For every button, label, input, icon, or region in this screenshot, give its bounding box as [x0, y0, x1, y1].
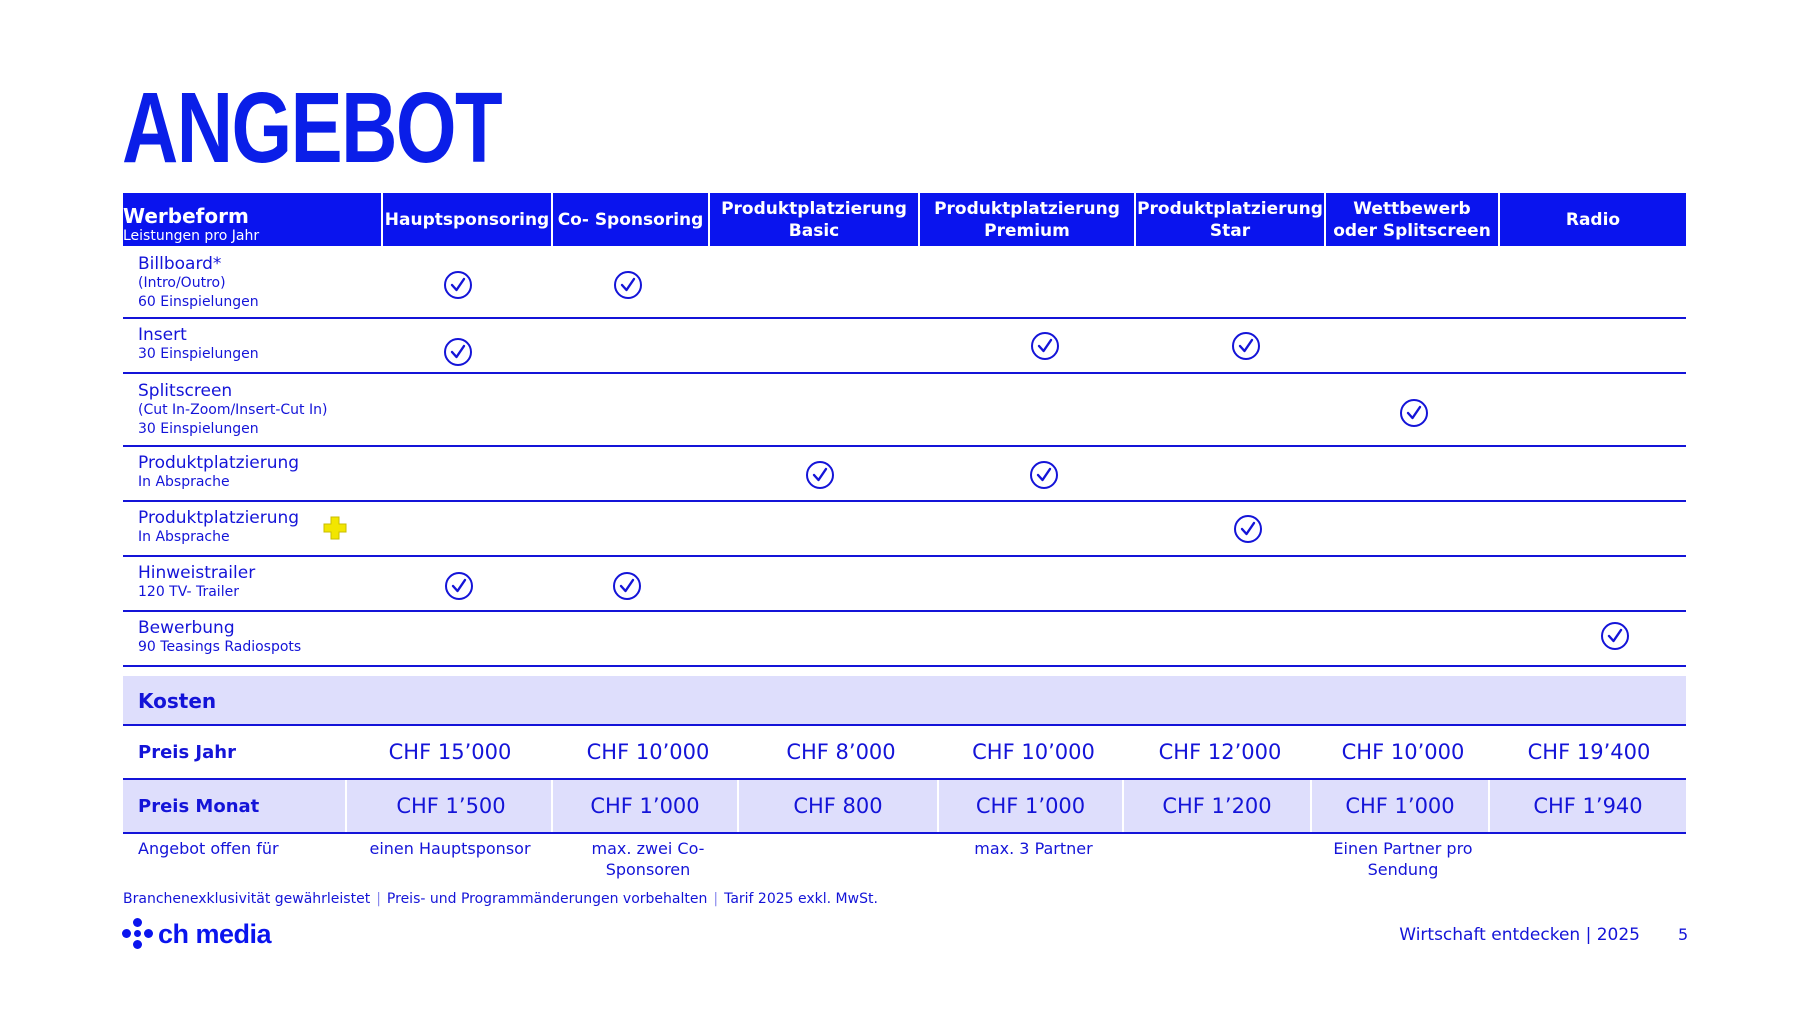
header-co-sponsoring: Co- Sponsoring [553, 193, 710, 246]
table-row-splitscreen [123, 374, 1686, 447]
yellow-plus-icon [322, 515, 348, 541]
row-title: Bewerbung [138, 618, 235, 638]
check-circle-icon [1030, 331, 1060, 361]
check-circle-icon [613, 270, 643, 300]
ch-media-logo [122, 918, 271, 950]
header-werbeform-subtitle: Leistungen pro Jahr [123, 228, 260, 244]
preis-monat-value: CHF 1’200 [1122, 780, 1310, 832]
header-werbeform [123, 193, 383, 246]
check-circle-icon [443, 270, 473, 300]
preis-jahr-value: CHF 10’000 [972, 740, 1095, 764]
preis-jahr-label: Preis Jahr [138, 741, 236, 763]
check-circle-icon [1233, 514, 1263, 544]
preis-monat-value: CHF 1’000 [551, 780, 737, 832]
check-circle-icon [444, 571, 474, 601]
footnote-part: Preis- und Programmänderungen vorbehalten [386, 891, 708, 907]
header-hauptsponsoring: Hauptsponsoring [383, 193, 553, 246]
table-row-bewerbung [123, 612, 1686, 667]
header-produktplatzierung-premium: Produktplatzierung Premium [920, 193, 1136, 246]
table-row-billboard [123, 246, 1686, 319]
check-circle-icon [1231, 331, 1261, 361]
angebot-value: Einen Partner pro Sendung [1333, 839, 1473, 879]
table-row-insert [123, 319, 1686, 374]
table-row-produktplatzierung-2 [123, 502, 1686, 557]
preis-monat-label: Preis Monat [138, 795, 260, 817]
table-row-preis-monat [123, 780, 1686, 834]
footnote-part: Branchenexklusivität gewährleistet [123, 891, 371, 907]
logo-dots-icon [122, 918, 154, 950]
row-title: Hinweistrailer [138, 563, 256, 583]
row-label [138, 618, 301, 657]
header-produktplatzierung-basic: Produktplatzierung Basic [710, 193, 920, 246]
row-detail: In Absprache [138, 474, 230, 490]
row-label [138, 508, 299, 547]
kosten-section-header [123, 676, 1686, 726]
row-detail: 90 Teasings Radiospots [138, 639, 302, 655]
row-label [138, 381, 327, 439]
check-circle-icon [612, 571, 642, 601]
angebot-value: max. 3 Partner [974, 839, 1093, 858]
preis-monat-value: CHF 800 [737, 780, 937, 832]
page-number: 5 [1678, 925, 1689, 944]
preis-monat-value: CHF 1’000 [937, 780, 1122, 832]
row-label [138, 563, 255, 602]
check-circle-icon [805, 460, 835, 490]
preis-monat-value: CHF 1’940 [1488, 780, 1686, 832]
angebot-label: Angebot offen für [138, 839, 279, 858]
row-title: Insert [138, 325, 187, 345]
preis-jahr-value: CHF 12’000 [1158, 740, 1282, 764]
page-title: ANGEBOT [122, 72, 502, 184]
preis-jahr-value: CHF 19’400 [1527, 740, 1651, 764]
preis-jahr-value: CHF 15’000 [388, 740, 512, 764]
footnote [123, 891, 878, 907]
header-werbeform-title: Werbeform [123, 204, 249, 228]
table-row-hinweistrailer [123, 557, 1686, 612]
row-title: Produktplatzierung [138, 453, 300, 473]
preis-jahr-value: CHF 10’000 [1341, 740, 1465, 764]
row-label [138, 453, 299, 492]
brand-text: Wirtschaft entdecken | 2025 [1399, 925, 1640, 945]
row-detail: 120 TV- Trailer [138, 584, 239, 600]
row-detail: 30 Einspielungen [138, 421, 259, 437]
table-row-angebot [123, 838, 1686, 882]
footnote-part: Tarif 2025 exkl. MwSt. [724, 891, 878, 907]
angebot-value: max. zwei Co-Sponsoren [591, 839, 705, 879]
separator: | [713, 891, 719, 907]
table-row-produktplatzierung-1 [123, 447, 1686, 502]
angebot-value: einen Hauptsponsor [369, 839, 531, 858]
row-detail: In Absprache [138, 529, 230, 545]
row-detail: (Intro/Outro) [138, 275, 226, 291]
kosten-label: Kosten [138, 689, 217, 713]
preis-jahr-value: CHF 8’000 [786, 740, 896, 764]
preis-monat-value: CHF 1’000 [1310, 780, 1488, 832]
row-detail: 60 Einspielungen [138, 294, 259, 310]
header-radio: Radio [1565, 209, 1621, 230]
check-circle-icon [443, 337, 473, 367]
logo-text: ch media [158, 918, 272, 949]
table-header [123, 193, 1686, 246]
check-circle-icon [1029, 460, 1059, 490]
header-produktplatzierung-star: Produktplatzierung Star [1136, 193, 1326, 246]
check-circle-icon [1399, 398, 1429, 428]
row-title: Billboard* [138, 254, 222, 274]
row-detail: 30 Einspielungen [138, 346, 259, 362]
preis-jahr-value: CHF 10’000 [586, 740, 710, 764]
row-title: Splitscreen [138, 381, 233, 401]
row-label [138, 325, 259, 364]
header-wettbewerb-splitscreen: Wettbewerb oder Splitscreen [1326, 193, 1500, 246]
check-circle-icon [1600, 621, 1630, 651]
row-label [138, 254, 259, 312]
row-detail: (Cut In-Zoom/Insert-Cut In) [138, 402, 328, 418]
row-title: Produktplatzierung [138, 508, 300, 528]
table-row-preis-jahr [123, 726, 1686, 780]
preis-monat-value: CHF 1’500 [345, 780, 555, 832]
separator: | [376, 891, 381, 907]
